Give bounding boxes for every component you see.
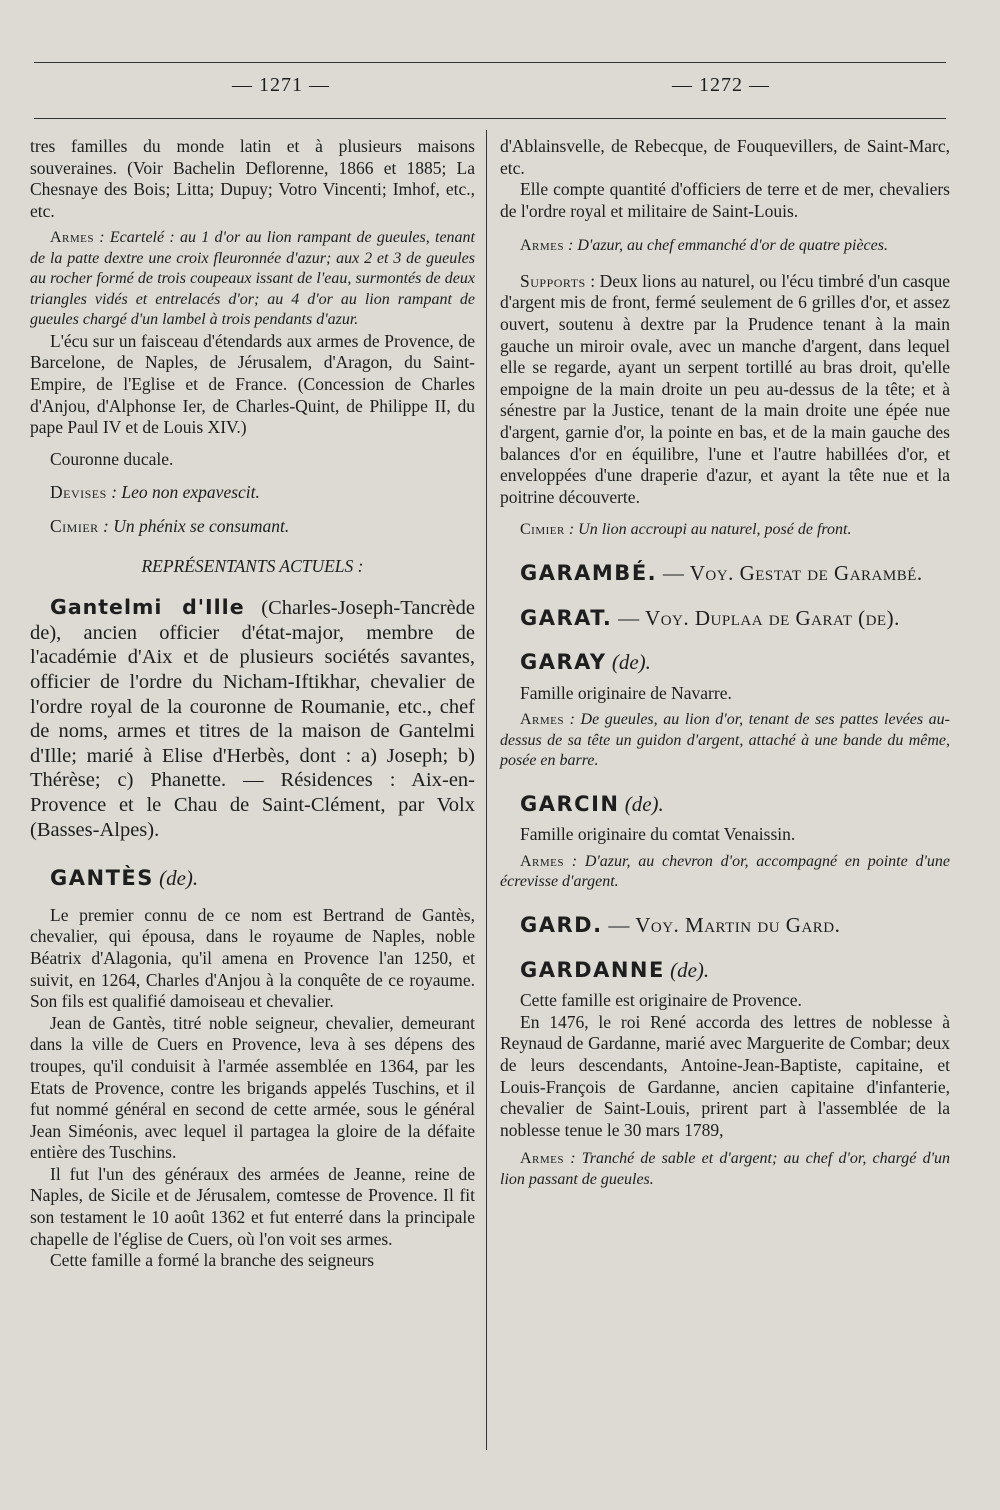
paragraph: d'Ablainsvelle, de Rebecque, de Fouquevillers, de Saint-Marc, etc. (500, 136, 950, 178)
devises-label: Devises (50, 482, 107, 503)
entry-heading (500, 791, 950, 817)
heading-name: GARDANNE (520, 957, 665, 982)
representative-text: (Charles-Joseph-Tancrède de), ancien officier d'état-major, membre de l'académie d'Aix et de plusieurs sociétés savantes, officier de l'ordre du Nicham-Iftikhar, chevalier de l'ordre royal de la couronne de Roumanie, etc., chef de noms, armes et titres de la maison de Gantelmi d'Ille; marié à Elise d'Herbès, dont : a) Joseph; b) Thérèse; c) Phanette. — Résidences : Aix-en-Provence et le Chau de Saint-Clément, par Volx (Basses-Alpes). (30, 597, 476, 841)
armes-entry (500, 236, 950, 257)
supports-text: : Deux lions au naturel, ou l'écu timbré d'un casque d'argent mis de front, fermé seulement de 6 grilles d'or, et assez ouvert, soutenu à dextre par la Prudence tenant à la main gauche un miroir ovale, avec un manche d'argent, dans lequel elle se regarde, ayant un serpent tortillé au bras droit, qu'elle empoigne de la main droite un peu au-dessus de la tête; et à sénestre par la Justice, tenant de la main droite une épée nue d'argent, garnie d'or, la pointe en bas, et de la main gauche des balances d'or en équilibre, l'une et l'autre habillées d'or, et enveloppées d'une draperie d'azur, et ayant la tête nue et la poitrine découverte. (500, 270, 950, 507)
cimier-text: : Un phénix se consumant. (98, 516, 290, 537)
entry-heading (500, 605, 950, 631)
cross-reference: — Voy. Gestat de Garambé. (657, 560, 923, 585)
right-column (500, 136, 950, 1190)
armes-text: : Ecartelé : au 1 d'or au lion rampant de gueules, tenant de la patte dextre une croix fleuronnée d'azur; aux 2 et 3 de gueules au rocher formé de trois coupeaux issant de l'eau, surmontés de deux triangles vidés et entrelacés d'or; au 4 d'or au lion rampant de gueules chargé d'un lambel à trois pendants d'azur. (30, 229, 475, 329)
entry-heading (500, 560, 950, 586)
representative-entry (30, 595, 475, 842)
heading-name: GARD. (520, 912, 603, 937)
supports-label: Supports (520, 270, 586, 291)
cross-reference: — Voy. Duplaa de Garat (de). (612, 605, 900, 630)
armes-label: Armes (520, 711, 565, 729)
heading-name: GARAY (520, 650, 607, 675)
devises-entry (30, 482, 475, 504)
page-number-left: — 1271 — (232, 74, 330, 96)
heading-name: GARAMBÉ. (520, 560, 658, 585)
paragraph: Famille originaire du comtat Venaissin. (520, 824, 796, 845)
cimier-text: : Un lion accroupi au naturel, posé de front. (564, 521, 852, 539)
armes-label: Armes (520, 237, 565, 255)
armes-entry (30, 228, 475, 331)
armes-text: : D'azur, au chevron d'or, accompagné en pointe d'une écrevisse d'argent. (500, 852, 950, 891)
supports-entry (500, 271, 950, 509)
armes-text: : De gueules, au lion d'or, tenant de ses pattes levées au-dessus de sa tête un guidon d'argent, attaché à une bande du même, posée en barre. (500, 711, 950, 770)
cimier-entry (30, 516, 475, 538)
paragraph: Il fut l'un des généraux des armées de Jeanne, reine de Naples, de Sicile et de Jérusalem, comtesse de Provence. Il fit son testament le 10 août 1362 et fut enterré dans la principale chapelle de l'église de Cuers, où l'on voit ses armes. (30, 1163, 475, 1249)
armes-entry (500, 1149, 950, 1190)
heading-particle: (de). (153, 866, 199, 891)
top-rule (34, 62, 946, 63)
page-number-right: — 1272 — (672, 74, 770, 96)
paragraph: L'écu sur un faisceau d'étendards aux armes de Provence, de Barcelone, de Naples, de Jérusalem, d'Aragon, du Saint-Empire, de l'Eglise et de France. (Concession de Charles d'Anjou, d'Alphonse Ier, de Charles-Quint, de Philippe II, du pape Paul IV et de Louis XIV.) (30, 330, 475, 438)
section-heading: REPRÉSENTANTS ACTUELS : (141, 555, 364, 576)
armes-entry (500, 852, 950, 893)
heading-name: GARAT. (520, 605, 613, 630)
cimier-entry (500, 520, 950, 541)
heading-particle: (de). (606, 650, 651, 675)
armes-label: Armes (520, 852, 565, 870)
paragraph: Famille originaire de Navarre. (520, 682, 732, 703)
entry-heading (500, 652, 950, 675)
paragraph: Cette famille a formé la branche des seigneurs (50, 1250, 375, 1271)
heading-name: GARCIN (520, 791, 620, 816)
entry-heading (500, 912, 950, 938)
armes-label: Armes (520, 1150, 565, 1168)
column-divider (486, 130, 487, 1450)
cimier-label: Cimier (50, 516, 99, 537)
header-rule (34, 118, 946, 119)
devises-text: : Leo non expavescit. (106, 482, 260, 503)
left-column (30, 136, 475, 1272)
paragraph: En 1476, le roi René accorda des lettres de noblesse à Reynaud de Gardanne, marié avec Marguerite de Combar; deux de leurs descendants, Antoine-Jean-Baptiste, capitaine, et Louis-François de Gardanne, ancien capitaine d'infanterie, chevalier de Saint-Louis, prirent part à l'assemblée de la noblesse tenue le 30 mars 1789, (500, 1011, 950, 1140)
heading-particle: (de). (664, 957, 710, 982)
heading-particle: (de). (619, 791, 664, 816)
entry-heading (30, 868, 475, 891)
armes-entry (500, 710, 950, 772)
cimier-label: Cimier (520, 521, 565, 539)
armes-label: Armes (50, 229, 95, 247)
paragraph: tres familles du monde latin et à plusieurs maisons souveraines. (Voir Bachelin Deflorenne, 1866 et 1885; La Chesnaye des Bois; Litta; Dupuy; Votro Vincenti; Imhof, etc., etc. (30, 136, 475, 221)
entry-heading (500, 957, 950, 983)
paragraph: Elle compte quantité d'officiers de terre et de mer, chevaliers de l'ordre royal et militaire de Saint-Louis. (500, 179, 950, 221)
cross-reference: — Voy. Martin du Gard. (602, 912, 841, 937)
armes-text: : Tranché de sable et d'argent; au chef d'or, chargé d'un lion passant de gueules. (500, 1150, 950, 1188)
paragraph: Cette famille est originaire de Provence. (520, 990, 802, 1011)
paragraph: Jean de Gantès, titré noble seigneur, chevalier, demeurant dans la ville de Cuers en Provence, leva à ses dépens des troupes, qu'il conduisit à l'armée assemblée en 1364, par les Etats de Provence, contre les brigands appelés Tuschins, et il fut nommé général en second de cette armée, sous le général Jean Siméonis, avec lequel il partagea la gloire de la défaite entière des Tuschins. (30, 1012, 475, 1163)
heading-name: GANTÈS (50, 866, 154, 891)
couronne-text: Couronne ducale. (50, 448, 174, 469)
armes-text: : D'azur, au chef emmanché d'or de quatre pièces. (564, 237, 888, 255)
representative-name: Gantelmi d'Ille (50, 595, 245, 620)
paragraph: Le premier connu de ce nom est Bertrand de Gantès, chevalier, qui épousa, dans le royaume de Naples, noble Béatrix d'Alagonia, qu'il amena en Provence l'an 1250, et suivit, en 1264, Charles d'Anjou à la conquête de ce royaume. Son fils est qualifié damoiseau et chevalier. (30, 904, 475, 1012)
